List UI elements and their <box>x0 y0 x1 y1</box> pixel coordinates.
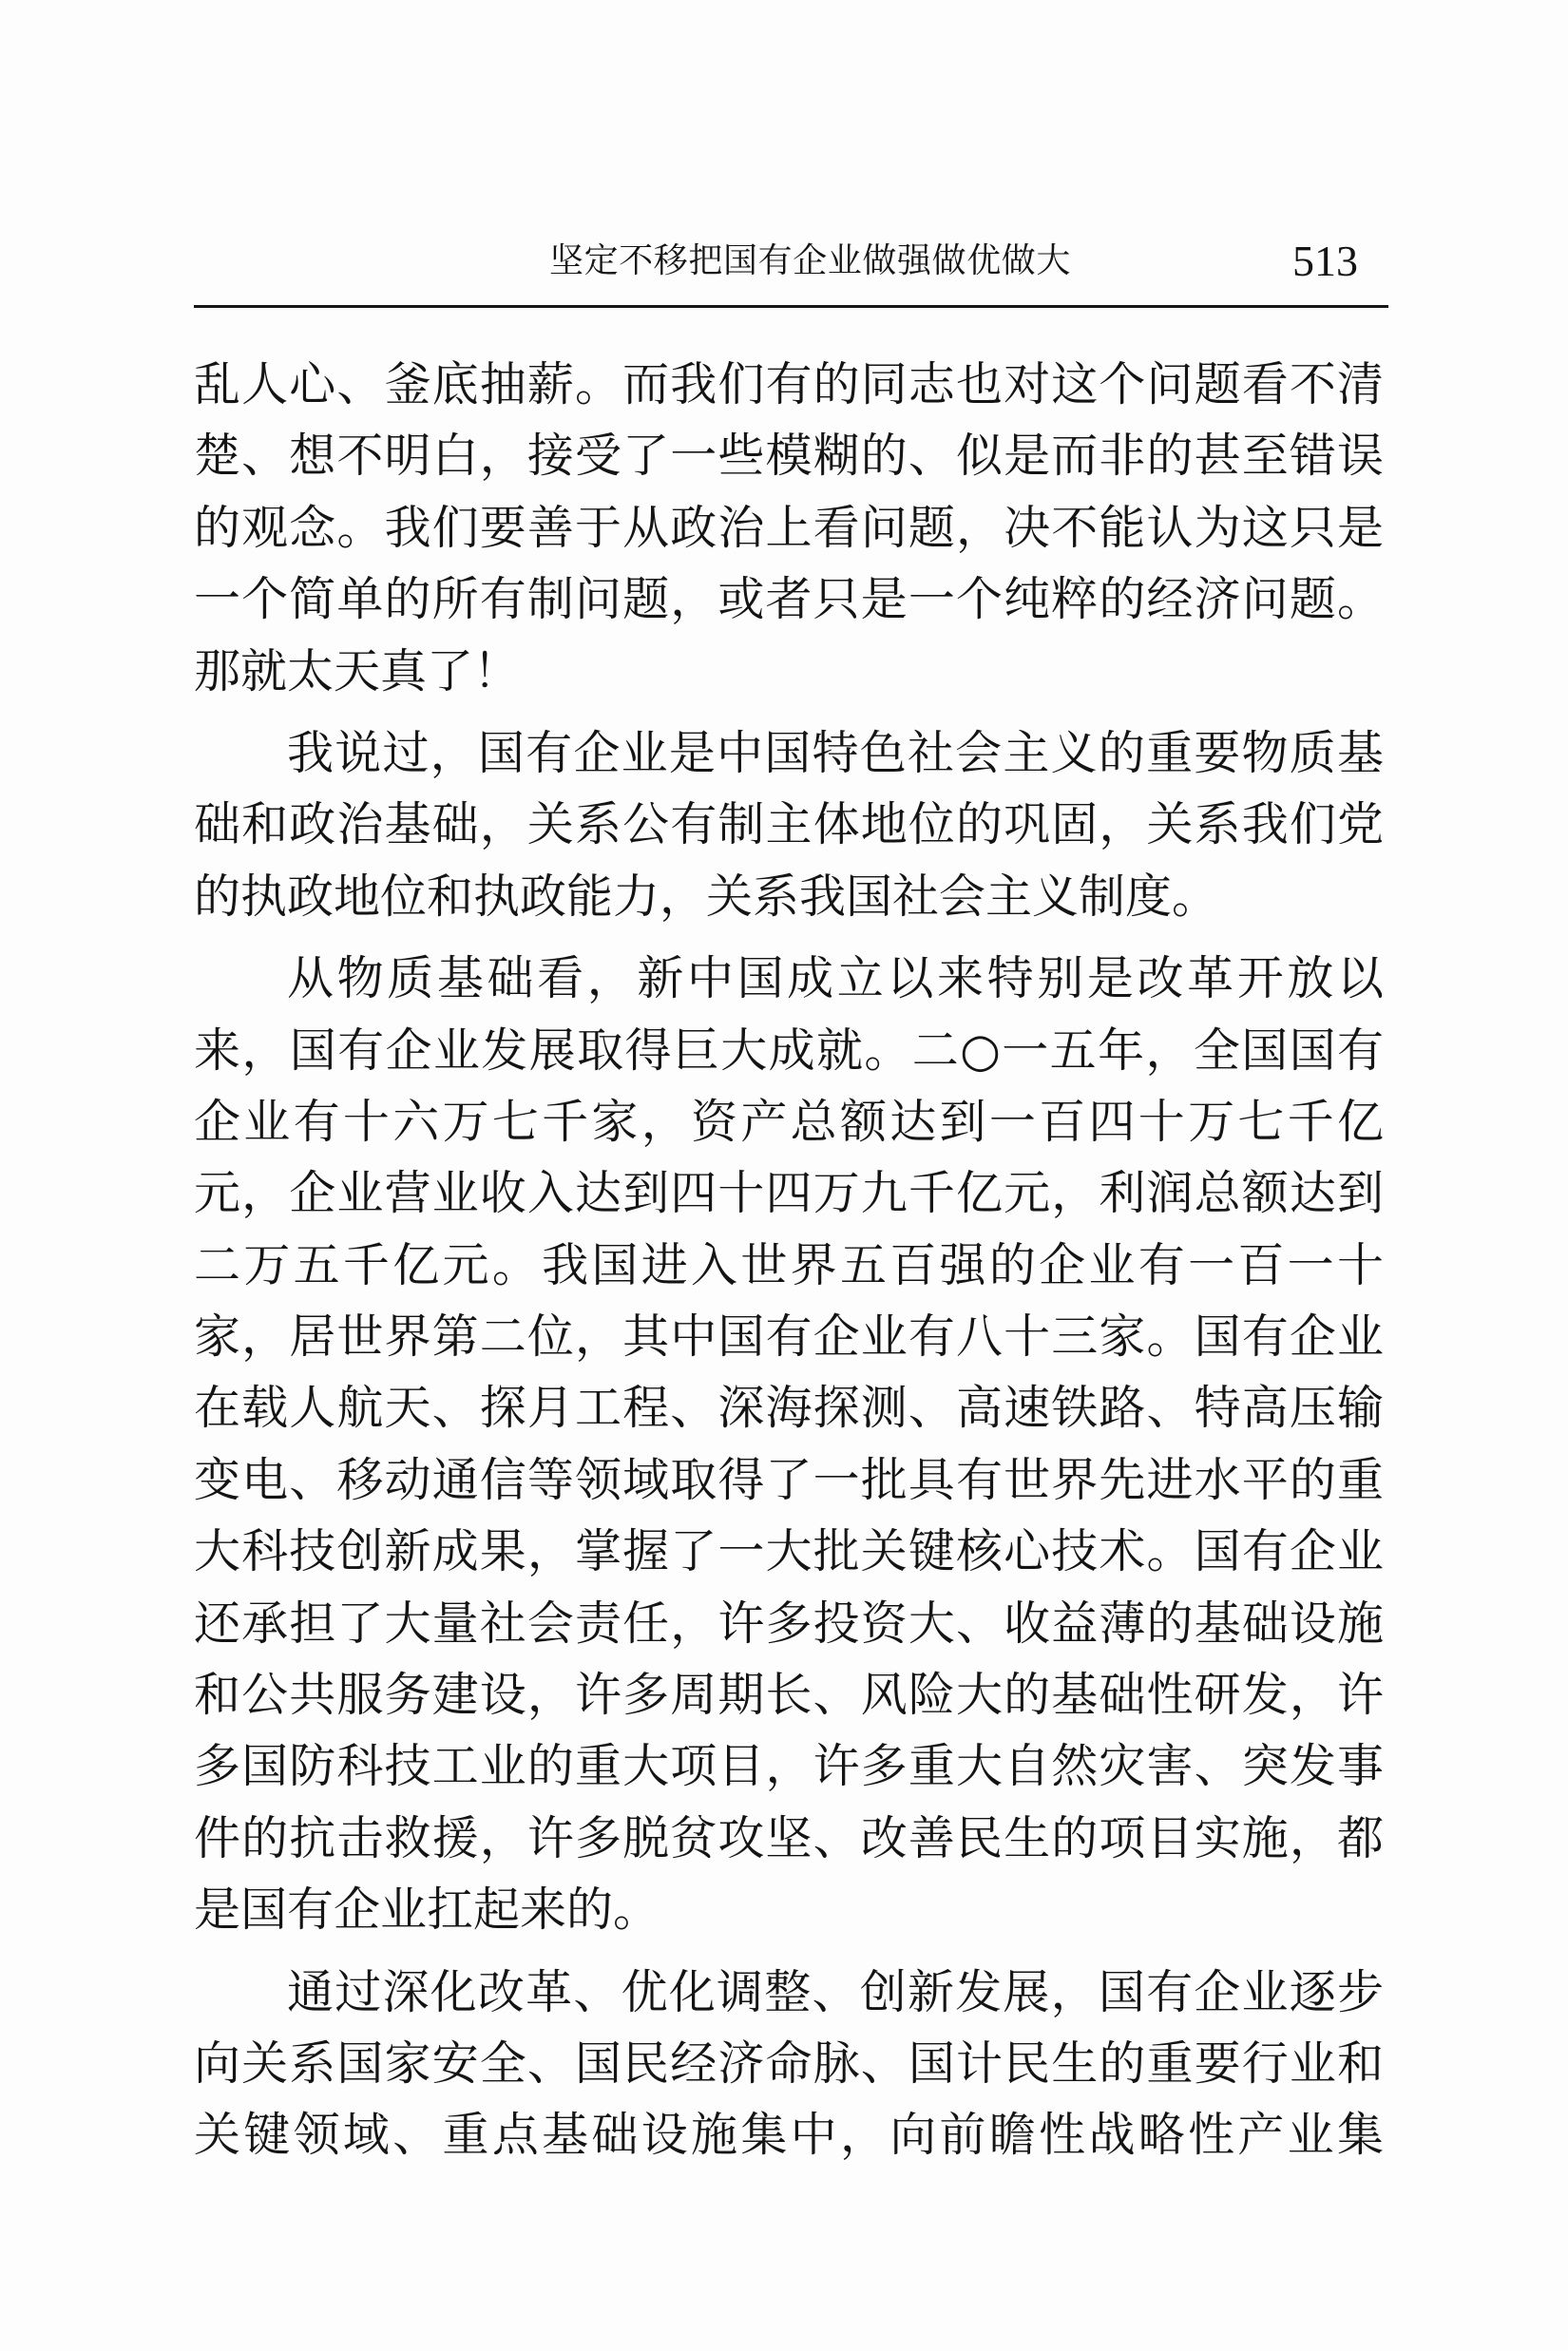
text-line: 那就太天真了！ <box>194 643 521 698</box>
text-line: 的观念。我们要善于从政治上看问题，决不能认为这只是 <box>194 500 1384 555</box>
text-line: 和公共服务建设，许多周期长、风险大的基础性研发，许 <box>194 1668 1384 1723</box>
text-line: 件的抗击救援，许多脱贫攻坚、改善民生的项目实施，都 <box>194 1810 1384 1865</box>
text-line: 来，国有企业发展取得巨大成就。二○一五年，全国国有 <box>194 1023 1384 1078</box>
text-line: 二万五千亿元。我国进入世界五百强的企业有一百一十 <box>194 1237 1384 1292</box>
text-line: 向关系国家安全、国民经济命脉、国计民生的重要行业和 <box>194 2036 1384 2091</box>
text-line: 乱人心、釜底抽薪。而我们有的同志也对这个问题看不清 <box>194 357 1384 411</box>
text-line: 础和政治基础，关系公有制主体地位的巩固，关系我们党 <box>194 797 1384 852</box>
text-line: 从物质基础看，新中国成立以来特别是改革开放以 <box>287 951 1384 1006</box>
text-line: 企业有十六万七千家，资产总额达到一百四十万七千亿 <box>194 1094 1384 1149</box>
text-line: 家，居世界第二位，其中国有企业有八十三家。国有企业 <box>194 1309 1384 1365</box>
text-line: 元，企业营业收入达到四十四万九千亿元，利润总额达到 <box>194 1166 1384 1221</box>
text-line: 楚、想不明白，接受了一些模糊的、似是而非的甚至错误 <box>194 429 1384 484</box>
paragraph <box>194 349 1384 707</box>
body-text <box>194 349 1384 2171</box>
paragraph <box>194 717 1384 932</box>
text-line: 还承担了大量社会责任，许多投资大、收益薄的基础设施 <box>194 1596 1384 1651</box>
text-line: 通过深化改革、优化调整、创新发展，国有企业逐步 <box>287 1964 1384 2019</box>
text-line: 我说过，国有企业是中国特色社会主义的重要物质基 <box>287 725 1384 780</box>
header-rule <box>194 305 1388 308</box>
text-line: 的执政地位和执政能力，关系我国社会主义制度。 <box>194 869 1219 924</box>
text-line: 一个简单的所有制问题，或者只是一个纯粹的经济问题。 <box>194 572 1384 627</box>
text-line: 在载人航天、探月工程、深海探测、高速铁路、特高压输 <box>194 1381 1384 1436</box>
text-line: 是国有企业扛起来的。 <box>194 1883 660 1938</box>
page-number: 513 <box>1292 237 1358 285</box>
paragraph <box>194 1957 1384 2171</box>
text-line: 大科技创新成果，掌握了一大批关键核心技术。国有企业 <box>194 1524 1384 1579</box>
text-line: 关键领域、重点基础设施集中，向前瞻性战略性产业集 <box>194 2108 1384 2163</box>
running-header-title: 坚定不移把国有企业做强做优做大 <box>549 241 1072 280</box>
text-line: 多国防科技工业的重大项目，许多重大自然灾害、突发事 <box>194 1739 1384 1794</box>
text-line: 变电、移动通信等领域取得了一批具有世界先进水平的重 <box>194 1452 1384 1507</box>
paragraph <box>194 943 1384 1945</box>
